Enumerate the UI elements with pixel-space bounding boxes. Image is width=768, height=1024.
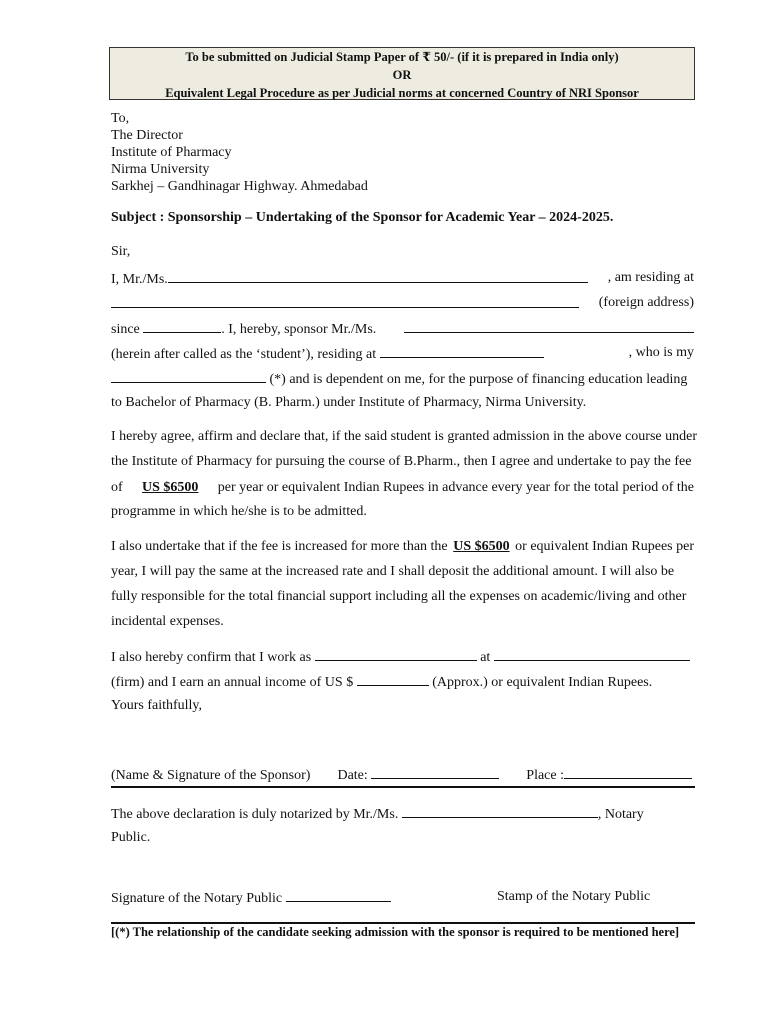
date-field[interactable] — [371, 764, 499, 779]
student-name-field[interactable] — [404, 318, 694, 333]
para2-line-4: programme in which he/she is to be admitted. — [111, 504, 367, 519]
footnote: [(*) The relationship of the candidate seeking admission with the sponsor is required to be mentioned here] — [111, 925, 680, 939]
salutation: Sir, — [111, 244, 131, 259]
place-field[interactable] — [564, 764, 692, 779]
notice-line-1: To be submitted on Judicial Stamp Paper of ₹ 50/- (if it is prepared in India only) — [185, 50, 619, 64]
para2-line-2: the Institute of Pharmacy for pursuing the course of B.Pharm., then I agree and undertake to pay the fee — [111, 454, 692, 469]
para3-line-4: incidental expenses. — [111, 614, 224, 629]
income-line: (firm) and I earn an annual income of US $ (Approx.) or equivalent Indian Rupees. — [111, 671, 694, 691]
address-block: To, The Director Institute of Pharmacy Nirma University Sarkhej – Gandhinagar Highway. Ahmedabad — [111, 111, 368, 194]
notary-line: The above declaration is duly notarized by Mr./Ms. , Notary — [111, 803, 694, 823]
notary-name-field[interactable] — [402, 803, 598, 818]
signature-line: (Name & Signature of the Sponsor) Date: Place : — [111, 764, 694, 784]
notice-line-2: OR — [392, 68, 412, 82]
notary-stamp-label: Stamp of the Notary Public — [497, 889, 651, 904]
notary-public-label: Public. — [111, 830, 151, 845]
para1-last-line: to Bachelor of Pharmacy (B. Pharm.) under Institute of Pharmacy, Nirma University. — [111, 395, 587, 410]
notary-signature-line: Signature of the Notary Public — [111, 887, 694, 907]
divider-1 — [111, 786, 695, 788]
para3-line-1: I also undertake that if the fee is increased for more than the US $6500 or equivalent Indian Rupees per — [111, 537, 694, 557]
fee-amount-2: US $6500 — [453, 539, 510, 554]
notice-line-3: Equivalent Legal Procedure as per Judicial norms at concerned Country of NRI Sponsor — [165, 86, 639, 100]
occupation-field[interactable] — [315, 646, 477, 661]
employment-line: I also hereby confirm that I work as at — [111, 646, 694, 666]
sponsor-name-field[interactable] — [168, 268, 588, 283]
para3-line-2: year, I will pay the same at the increased rate and I shall deposit the additional amount. I will also be — [111, 564, 675, 579]
relationship-line: (*) and is dependent on me, for the purpose of financing education leading — [111, 368, 694, 388]
closing: Yours faithfully, — [111, 698, 203, 713]
divider-2 — [111, 922, 695, 924]
para3-line-3: fully responsible for the total financial support including all the expenses on academic/living and other — [111, 589, 687, 604]
sponsor-name-line: I, Mr./Ms. , am residing at — [111, 270, 694, 287]
student-residence-field[interactable] — [380, 343, 544, 358]
income-field[interactable] — [357, 671, 429, 686]
para2-line-3: of US $6500 per year or equivalent Indian Rupees in advance every year for the total period of the — [111, 478, 694, 498]
firm-field[interactable] — [494, 646, 690, 661]
fee-amount: US $6500 — [142, 480, 199, 495]
para2-line-1: I hereby agree, affirm and declare that, if the said student is granted admission in the above course under — [111, 429, 697, 444]
since-line: since . I, hereby, sponsor Mr./Ms. — [111, 318, 694, 338]
notary-signature-field[interactable] — [286, 887, 391, 902]
stamp-paper-notice — [109, 47, 695, 100]
student-residence-line: (herein after called as the ‘student’), residing at , who is my — [111, 345, 694, 362]
relationship-field[interactable] — [111, 368, 266, 383]
foreign-address-field[interactable] — [111, 293, 579, 308]
rupee-icon: ₹ — [422, 50, 431, 64]
foreign-address-line: (foreign address) — [111, 293, 694, 313]
since-date-field[interactable] — [143, 318, 221, 333]
subject-line: Subject : Sponsorship – Undertaking of the Sponsor for Academic Year – 2024-2025. — [111, 210, 614, 225]
